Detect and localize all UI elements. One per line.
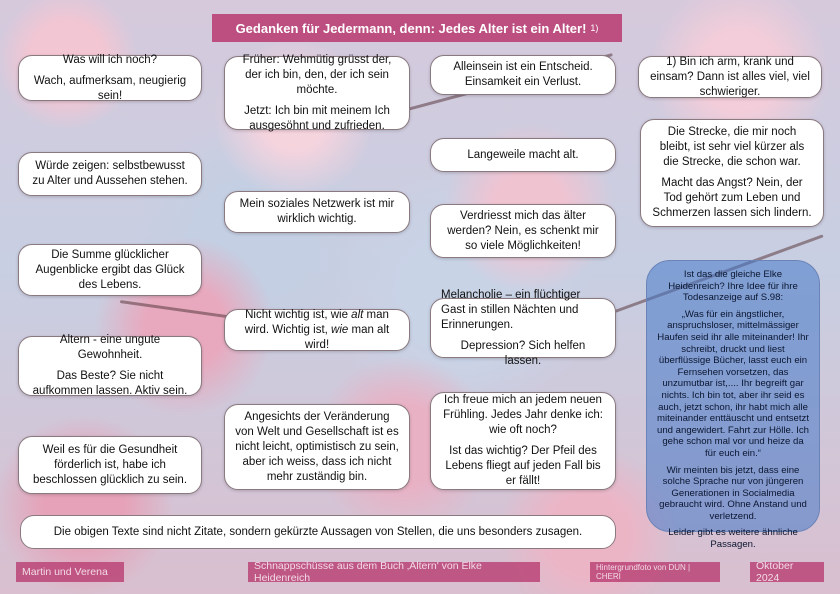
thought-text: Verdriesst mich das älter werden? Nein, es schenkt mir so viele Möglichkeiten! [447, 209, 599, 252]
footnote-box [638, 56, 822, 98]
footer-photo-credit [590, 562, 720, 582]
quote-box [646, 260, 820, 551]
thought-box-16 [640, 119, 824, 227]
thought-text: Angesichts der Veränderung von Welt und Gesellschaft ist es nicht leicht, optimistisch zu sein, aber ich weiss, dass ich nicht mehr zuständig bin. [235, 410, 399, 483]
thought-box-13 [430, 288, 616, 367]
thought-text: Altern - eine ungute Gewohnheit. [59, 334, 161, 361]
thought-box-1 [18, 55, 202, 101]
footer-authors [16, 562, 124, 582]
thought-text: Ist das wichtig? Der Pfeil des Lebens fliegt auf jeden Fall bis er fällt! [445, 445, 601, 487]
disclaimer-text: Die obigen Texte sind nicht Zitate, sondern gekürzte Aussagen von Stellen, die uns besonders zusagen. [53, 526, 583, 538]
thought-text: Die Summe glücklicher Augenblicke ergibt das Glück des Lebens. [35, 248, 185, 291]
thought-text: Die Strecke, die mir noch bleibt, ist sehr viel kürzer als die Strecke, die schon war. [659, 126, 805, 168]
thought-text: Früher: Wehmütig grüsst der, der ich bin, den, der ich sein möchte. [242, 53, 392, 96]
thought-text: Alleinsein ist ein Entscheid. Einsamkeit ein Verlust. [453, 61, 593, 88]
thought-box-3 [18, 244, 202, 296]
thought-box-8 [224, 309, 410, 351]
thought-box-4 [18, 336, 202, 396]
thought-text: Mein soziales Netzwerk ist mir wirklich wichtig. [239, 198, 395, 225]
thought-text: Was will ich noch? [62, 53, 158, 66]
thought-box-5 [18, 436, 202, 494]
title-footnote-mark: 1) [590, 23, 599, 33]
thought-box-7 [224, 191, 410, 233]
thought-box-2 [18, 152, 202, 196]
emphasis: wie [331, 323, 349, 336]
thought-box-6 [224, 53, 410, 132]
thought-text: Das Beste? Sie nicht aufkommen lassen. Aktiv sein. [32, 370, 188, 397]
date-text: Oktober 2024 [756, 560, 794, 584]
authors-text: Martin und Verena [22, 566, 108, 578]
footer-date [750, 562, 824, 582]
thought-text: Jetzt: Ich bin mit meinem Ich ausgesöhnt und zufrieden. [244, 104, 390, 132]
disclaimer-note [20, 515, 616, 549]
thought-box-10 [430, 55, 616, 95]
thought-box-9 [224, 404, 410, 490]
thought-text: Weil es für die Gesundheit förderlich ist, habe ich beschlossen glücklich zu sein. [32, 443, 188, 486]
footer-source [248, 562, 540, 582]
thought-text: Langeweile macht alt. [467, 148, 579, 161]
page-title [212, 14, 622, 42]
source-text: Schnappschüsse aus dem Buch ‚Altern' von Elke Heidenreich [254, 560, 482, 584]
title-text: Gedanken für Jedermann, denn: Jedes Alter ist ein Alter! [235, 20, 587, 36]
thought-text: 1) Bin ich arm, krank und einsam? Dann ist alles viel, viel schwieriger. [650, 55, 810, 98]
quote-comment: Wir meinten bis jetzt, dass eine solche Sprache nur von jüngeren Generationen in Socialmedia gebraucht wird. Ohne Anstand und verletzend. [659, 464, 807, 522]
thought-text: Wach, aufmerksam, neugierig sein! [33, 74, 187, 102]
thought-text: Würde zeigen: selbstbewusst zu Alter und Aussehen stehen. [32, 160, 188, 187]
emphasis: alt [351, 308, 364, 321]
thought-box-11 [430, 138, 616, 172]
thought-text: Depression? Sich helfen lassen. [460, 339, 586, 367]
thought-text: Melancholie – ein flüchtiger Gast in stillen Nächten und Erinnerungen. [441, 288, 581, 331]
quote-text: „Was für ein ängstlicher, anspruchsloser, mittelmässiger Haufen seid ihr alle miteinander! Ihr schreibt, druckt und liest überflüssige Bücher, lasst euch ein Fernsehen vorsetzen, das unzumutbar ist,.... Ihr begreift gar nichts. Ich bin tot, aber ihr seid es auch, jetzt schon, ihr habt mich alle miteinander enttäuscht und entsetzt und angewidert. Fahrt zur Hölle. Ich gehe schon mal vor und heize da für euch ein.“ [657, 308, 809, 459]
quote-comment: Leider gibt es weitere ähnliche Passagen. [668, 527, 798, 551]
thought-text-part: man alt wird! [304, 323, 390, 351]
thought-text [235, 308, 399, 353]
thought-box-12 [430, 204, 616, 258]
thought-text-part: Nicht wichtig ist, wie [245, 308, 352, 321]
quote-intro: Ist das die gleiche Elke Heidenreich? Ihre Idee für ihre Todesanzeige auf S.98: [668, 269, 798, 304]
thought-box-14 [430, 392, 616, 490]
thought-text: Ich freue mich an jedem neuen Frühling. Jedes Jahr denke ich: wie oft noch? [443, 394, 603, 436]
thought-text-part: man wird. Wichtig ist, [244, 308, 389, 336]
photo-credit-text: Hintergrundfoto von DUN | CHERI [596, 563, 691, 581]
thought-text: Macht das Angst? Nein, der Tod gehört zum Leben und Schmerzen lassen sich lindern. [652, 177, 812, 219]
